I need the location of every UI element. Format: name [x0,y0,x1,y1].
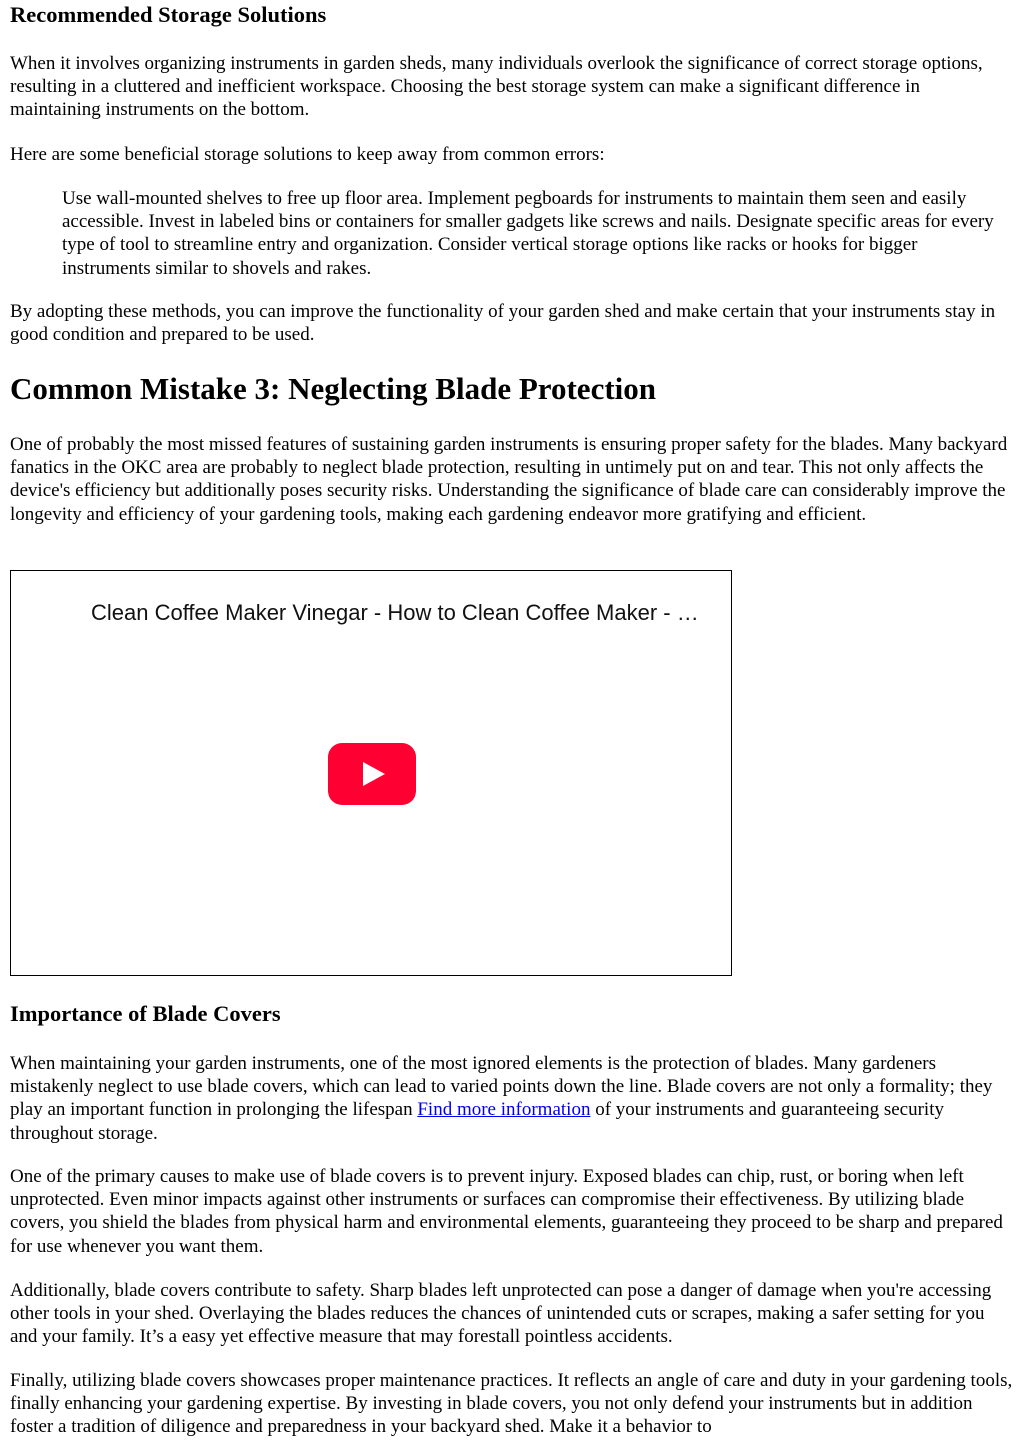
paragraph: By adopting these methods, you can improve the functionality of your garden shed and make certain that your instruments stay in good condition and prepared to be used. [10,301,996,346]
find-more-information-link[interactable]: Find more information [417,1099,591,1121]
paragraph: One of probably the most missed features of sustaining garden instruments is ensuring proper safety for the blades. Many backyard fanatics in the OKC area are probably to neglect blade protection, resulting in untimely put on and tear. This not only affects the device's efficiency but additionally poses security risks. Understanding the significance of blade care can considerably improve the longevity and efficiency of your gardening tools, making each gardening endeavor more gratifying and efficient. [10,434,1008,525]
section-heading-blade-protection: Common Mistake 3: Neglecting Blade Protection [10,371,657,406]
paragraph: When it involves organizing instruments in garden sheds, many individuals overlook the significance of correct storage options, resulting in a cluttered and inefficient workspace. Choosing the best storage system can make a significant difference in maintaining instruments on the bottom. [10,53,983,121]
paragraph-text: When maintaining your garden instruments, one of the most ignored elements is the protection of blades. Many gardeners mistakenly neglect to use blade covers, which can lead to varied points down the line. Blade covers are not only a formality; they play an important function in prolonging the lifespan [10,1053,993,1121]
paragraph: Finally, utilizing blade covers showcases proper maintenance practices. It reflects an angle of care and duty in your gardening tools, finally enhancing your gardening expertise. By investing in blade covers, you not only defend your instruments but in addition foster a tradition of diligence and preparedness in your backyard shed. Make it a behavior to [10,1370,1013,1438]
video-title[interactable]: Clean Coffee Maker Vinegar - How to Clean Coffee Maker - … [91,600,699,625]
paragraph: Here are some beneficial storage solutions to keep away from common errors: [10,144,605,165]
section-heading-storage: Recommended Storage Solutions [10,2,327,27]
paragraph: One of the primary causes to make use of blade covers is to prevent injury. Exposed blades can chip, rust, or boring when left unprotected. Even minor impacts against other instruments or surfaces can compromise their effectiveness. By utilizing blade covers, you shield the blades from physical harm and environmental elements, guaranteeing they proceed to be sharp and prepared for use whenever you want them. [10,1166,1003,1257]
storage-tips-quote: Use wall-mounted shelves to free up floor area. Implement pegboards for instruments to maintain them seen and easily accessible. Invest in labeled bins or containers for smaller gadgets like screws and nails. Designate specific areas for every type of tool to streamline entry and organization. Consider vertical storage options like racks or hooks for bigger instruments similar to shovels and rakes. [62,188,994,279]
section-heading-blade-covers: Importance of Blade Covers [10,1001,281,1026]
embedded-video[interactable] [10,570,732,976]
paragraph: Additionally, blade covers contribute to safety. Sharp blades left unprotected can pose a danger of damage when you're accessing other tools in your shed. Overlaying the blades reduces the chances of unintended cuts or scrapes, making a safer setting for you and your family. It’s a easy yet effective measure that may forestall pointless accidents. [10,1280,992,1348]
youtube-play-icon[interactable] [328,743,416,805]
paragraph-text: of your instruments and guaranteeing security throughout storage. [10,1099,944,1144]
paragraph [10,1052,1014,1145]
